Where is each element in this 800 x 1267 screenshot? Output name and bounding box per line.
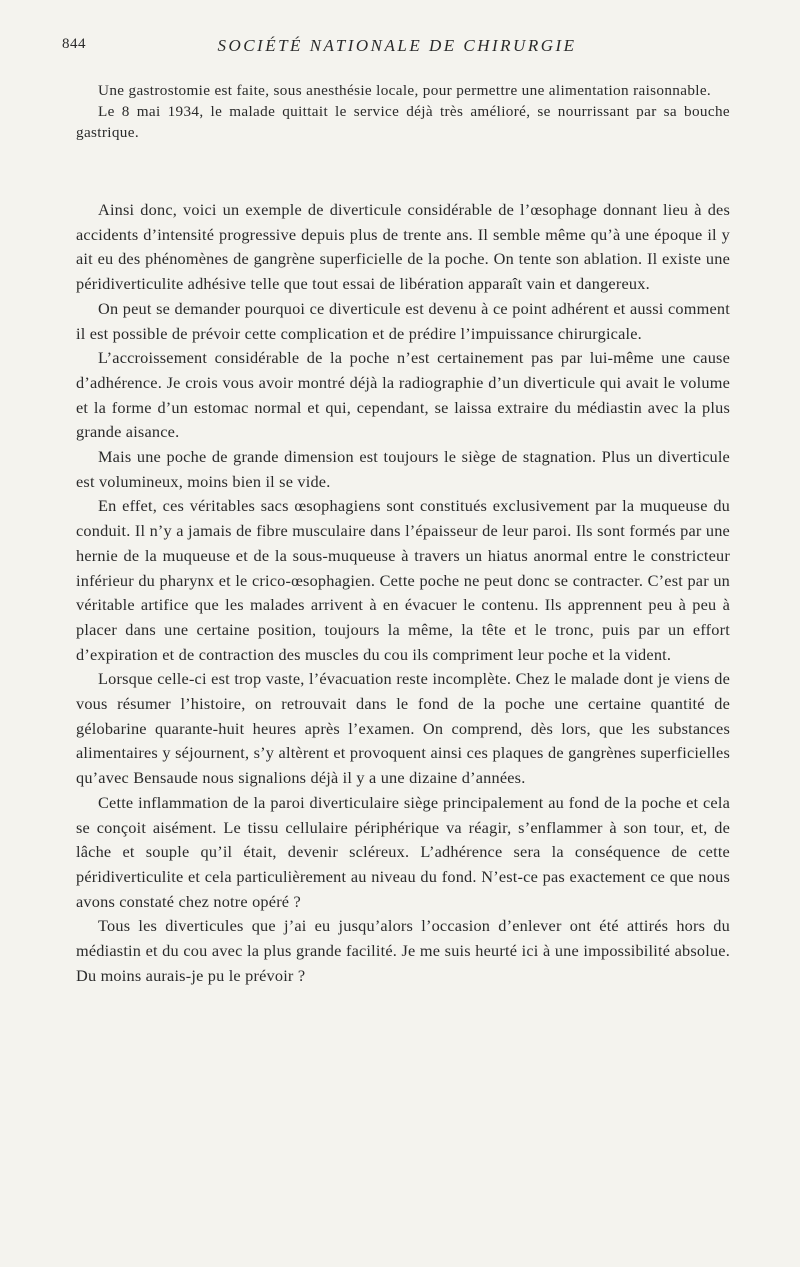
body-paragraph: L’accroissement considérable de la poche n’est certainement pas par lui-même une cause d’adhérence. Je crois vous avoir montré déjà la radiographie d’un diverticule qui avait le volume et la forme d’un estomac normal et qui, cependant, se laissa extraire du médiastin avec la plus grande aisance. bbox=[76, 348, 730, 442]
main-text bbox=[76, 198, 730, 989]
note-paragraph: Le 8 mai 1934, le malade quittait le service déjà très amélioré, se nourrissant par sa bouche gastrique. bbox=[76, 103, 730, 142]
body-paragraph: En effet, ces véritables sacs œsophagiens sont constitués exclusivement par la muqueuse du conduit. Il n’y a jamais de fibre musculaire dans l’épaisseur de leur paroi. Ils sont formés par une hernie de la muqueuse et de la sous-muqueuse à travers un hiatus anormal entre le constricteur inférieur du pharynx et le crico-œsophagien. Cette poche ne peut donc se contracter. C’est par un véritable artifice que les malades arrivent à en évacuer le contenu. Ils apprennent peu à peu à placer dans une certaine position, toujours la même, la tête et le tronc, puis par un effort d’expiration et de contraction des muscles du cou ils compriment leur poche et la vident. bbox=[76, 496, 730, 664]
body-paragraph: On peut se demander pourquoi ce diverticule est devenu à ce point adhérent et aussi comment il est possible de prévoir cette complication et de prédire l’impuissance chirurgicale. bbox=[76, 298, 730, 343]
body-paragraph: Cette inflammation de la paroi diverticulaire siège principalement au fond de la poche et cela se conçoit aisément. Le tissu cellulaire périphérique va réagir, s’enflammer à son tour, et, de lâche et souple qu’il était, devenir scléreux. L’adhérence sera la conséquence de cette péridiverticulite et cela particulièrement au niveau du fond. N’est-ce pas exactement ce que nous avons constaté chez notre opéré ? bbox=[76, 792, 730, 911]
body-paragraph: Lorsque celle-ci est trop vaste, l’évacuation reste incomplète. Chez le malade dont je viens de vous résumer l’histoire, on retrouvait dans le fond de la poche une certaine quantité de gélobarine quarante-huit heures après l’examen. On comprend, dès lors, que les substances alimentaires y séjournent, s’y altèrent et provoquent ainsi ces plaques de gangrènes superficielles qu’avec Bensaude nous signalions déjà il y a une dizaine d’années. bbox=[76, 669, 730, 788]
body-paragraph: Ainsi donc, voici un exemple de diverticule considérable de l’œsophage donnant lieu à des accidents d’intensité progressive depuis plus de trente ans. Il semble même qu’à une époque il y ait eu des phénomènes de gangrène superficielle de la poche. On tente son ablation. Il existe une péridiverticulite adhésive telle que tout essai de libération apparaît vain et dangereux. bbox=[76, 200, 730, 294]
page-header bbox=[62, 36, 732, 60]
body-paragraph: Tous les diverticules que j’ai eu jusqu’alors l’occasion d’enlever ont été attirés hors du médiastin et du cou avec la plus grande facilité. Je me suis heurté ici à une impossibilité absolue. Du moins aurais-je pu le prévoir ? bbox=[76, 916, 730, 985]
body-paragraph: Mais une poche de grande dimension est toujours le siège de stagnation. Plus un diverticule est volumineux, moins bien il se vide. bbox=[76, 447, 730, 491]
note-paragraph: Une gastrostomie est faite, sous anesthésie locale, pour permettre une alimentation raisonnable. bbox=[98, 82, 712, 99]
running-title: SOCIÉTÉ NATIONALE DE CHIRURGIE bbox=[217, 36, 577, 55]
case-notes bbox=[76, 80, 730, 144]
page-number: 844 bbox=[62, 36, 86, 52]
